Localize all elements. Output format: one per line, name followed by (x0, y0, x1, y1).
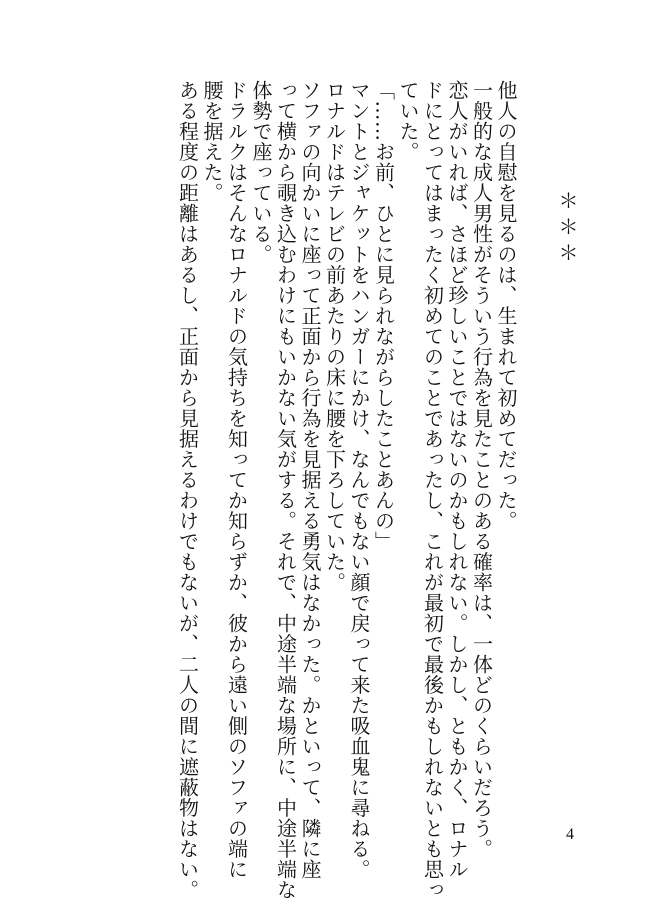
text-line: ロナルドはテレビの前あたりの床に腰を下ろしていた。 (322, 80, 347, 593)
blank-line (518, 80, 543, 820)
text-line: ソファの向かいに座って正面から行為を見据える勇気はなかった。かといって、隣に座 (298, 80, 322, 880)
text-line: ある程度の距離はあるし、正面から見据えるわけでもないが、二人の間に遮蔽物はない。 (175, 80, 200, 900)
text-line: 他人の自慰を見るのは、生まれて初めてだった。 (494, 80, 518, 531)
text-line: ドにとってはまったく初めてのことであったし、これが最初で最後かもしれないとも思っ (420, 80, 445, 900)
text-line: 「……お前、ひとに見られながらしたことあんの」 (371, 80, 396, 552)
text-line: マントとジャケットをハンガーにかけ、なんでもない顔で戻って来た吸血鬼に尋ねる。 (347, 80, 371, 880)
text-line: ていた。 (396, 80, 420, 162)
text-line: ドラルクはそんなロナルドの気持ちを知ってか知らずか、彼から遠い側のソファの端に (224, 80, 249, 880)
text-line: 一般的な成人男性がそういう行為を見たことのある確率は、一体どのくらいだろう。 (469, 80, 494, 859)
text-line: 恋人がいれば、さほど珍しいことではないのかもしれない。しかし、ともかく、ロナル (445, 80, 469, 880)
page-number: 4 (566, 826, 574, 843)
scene-break-asterisks: ＊＊＊ (555, 190, 579, 268)
text-line: 腰を据えた。 (200, 80, 224, 203)
vertical-text-body (175, 80, 579, 900)
text-line: 体勢で座っている。 (249, 80, 273, 265)
text-line: って横から覗き込むわけにもいかない気がする。それで、中途半端な場所に、中途半端な (273, 80, 298, 900)
